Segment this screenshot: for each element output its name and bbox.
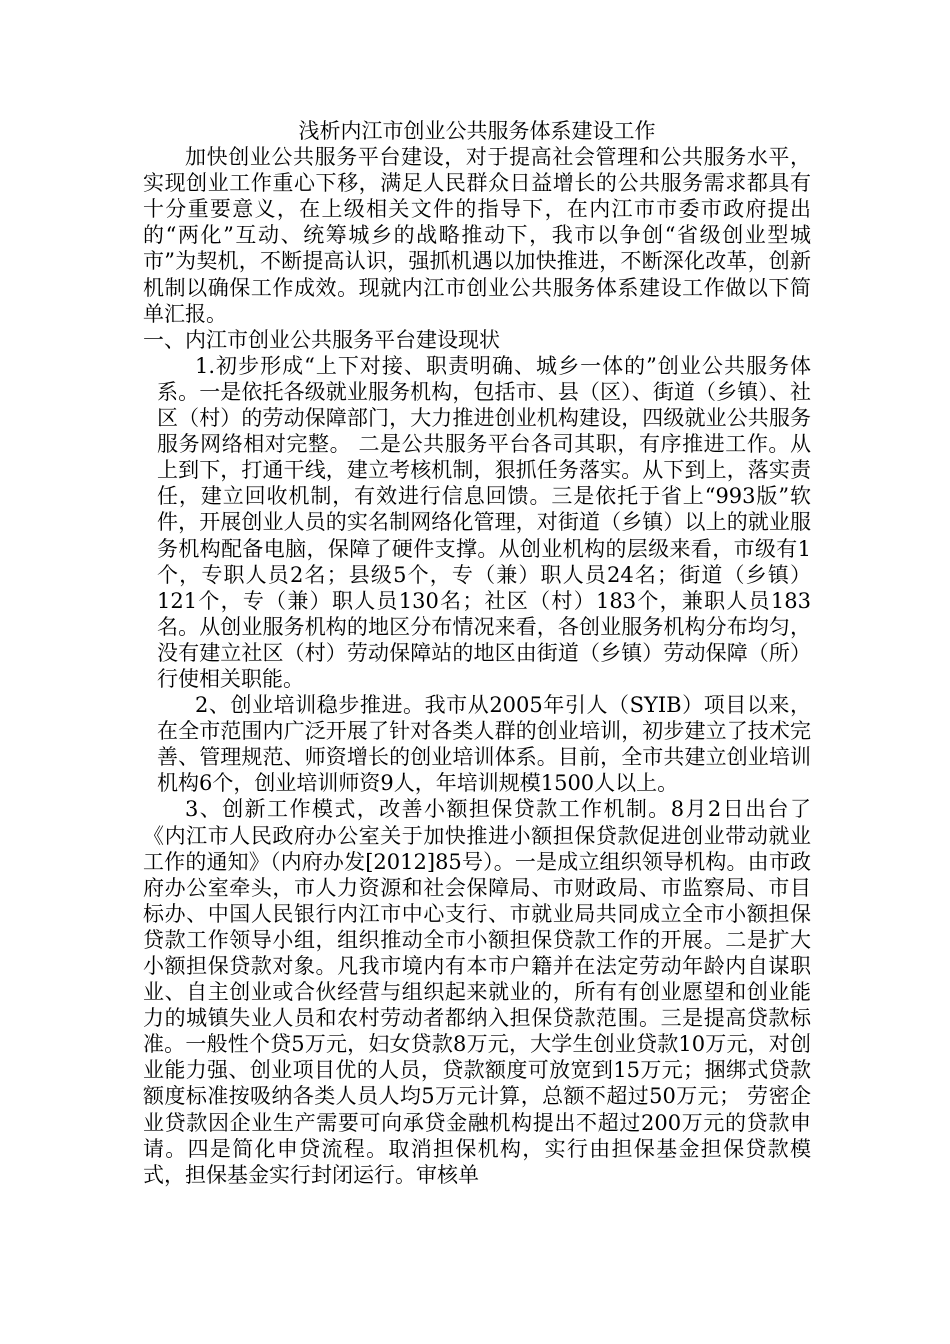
paragraph-3: 3、创新工作模式，改善小额担保贷款工作机制。8月2日出台了《内江市人民政府办公室关于加快推进小额担保贷款促进创业带动就业工作的通知》（内府办发[2012]85号）。一是成立组织领导机构。由市政府办公室牵头，市人力资源和社会保障局、市财政局、市监察局、市目标办、中国人民银行内江市中心支行、市就业局共同成立全市小额担保贷款工作领导小组，组织推动全市小额担保贷款工作的开展。二是扩大小额担保贷款对象。凡我市境内有本市户籍并在法定劳动年龄内自谋职业、自主创业或合伙经营与组织起来就业的，所有有创业愿望和创业能力的城镇失业人员和农村劳动者都纳入担保贷款范围。三是提高贷款标准。一般性个贷5万元，妇女贷款8万元，大学生创业贷款10万元，对创业能力强、创业项目优的人员，贷款额度可放宽到15万元；捆绑式贷款额度标准按吸纳各类人员人均5万元计算，总额不超过50万元； 劳密企业贷款因企业生产需要可向承贷金融机构提出不超过200万元的贷款申请。四是简化申贷流程。取消担保机构，实行由担保基金担保贷款模式，担保基金实行封闭运行。审核单 [143, 797, 811, 1187]
intro-paragraph: 加快创业公共服务平台建设，对于提高社会管理和公共服务水平，实现创业工作重心下移，满足人民群众日益增长的公共服务需求都具有十分重要意义，在上级相关文件的指导下，在内江市市委市政府提出的“两化”互动、统筹城乡的战略推动下，我市以争创“省级创业型城市”为契机，不断提高认识，强抓机遇以加快推进，不断深化改革，创新机制以确保工作成效。现就内江市创业公共服务体系建设工作做以下简单汇报。 [143, 145, 811, 326]
document-title: 浅析内江市创业公共服务体系建设工作 [298, 119, 656, 143]
document-page [143, 118, 811, 1188]
paragraph-2: 2、创业培训稳步推进。我市从2005年引人（SYIB）项目以来，在全市范围内广泛开展了针对各类人群的创业培训，初步建立了技术完善、管理规范、师资增长的创业培训体系。目前，全市共建立创业培训机构6个，创业培训师资9人，年培训规模1500人以上。 [157, 693, 811, 796]
paragraph-1: 1.初步形成“上下对接、职责明确、城乡一体的”创业公共服务体系。一是依托各级就业服务机构，包括市、县（区）、街道（乡镇）、社区（村）的劳动保障部门，大力推进创业机构建设，四级就业公共服务服务网络相对完整。 二是公共服务平台各司其职，有序推进工作。从上到下，打通干线，建立考核机制，狠抓任务落实。从下到上，落实责任，建立回收机制，有效进行信息回馈。三是依托于省上“993版”软件，开展创业人员的实名制网络化管理，对街道（乡镇）以上的就业服务机构配备电脑，保障了硬件支撑。从创业机构的层级来看，市级有1个，专职人员2名；县级5个，专（兼）职人员24名；街道（乡镇）121个，专（兼）职人员130名；社区（村）183个，兼职人员183名。从创业服务机构的地区分布情况来看，各创业服务机构分布均匀，没有建立社区（村）劳动保障站的地区由街道（乡镇）劳动保障（所）行使相关职能。 [157, 353, 811, 691]
section-heading: 一、内江市创业公共服务平台建设现状 [143, 327, 500, 352]
